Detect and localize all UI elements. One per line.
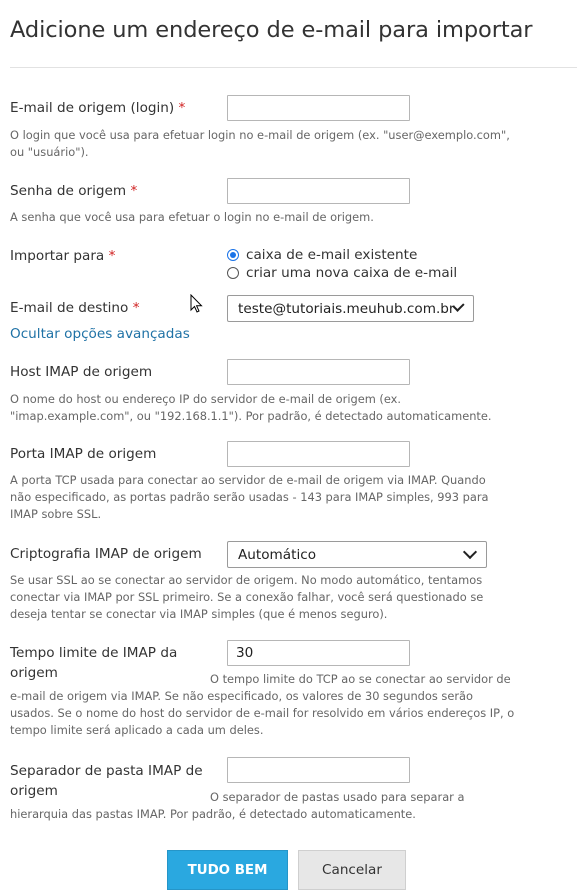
imap-timeout-hint: O tempo limite do TCP ao se conectar ao servidor de e-mail de origem via IMAP. Se não especificado, os valores de 30 segundos serão usados. Se o nome do host do servidor de e-mail for resolvido em vários endereços IP, o tempo limite será aplicado a cada um deles. xyxy=(10,672,515,737)
source-password-label: Senha de origem * xyxy=(10,183,138,199)
dialog-title: Adicione um endereço de e-mail para importar xyxy=(10,17,533,43)
radio-new-mailbox[interactable]: criar uma nova caixa de e-mail xyxy=(227,263,457,283)
radio-unselected-icon xyxy=(227,267,239,279)
mouse-cursor-icon xyxy=(190,294,203,314)
imap-crypto-hint: Se usar SSL ao se conectar ao servidor de origem. No modo automático, tentamos conectar via IMAP por SSL primeiro. Se a conexão falhar, você será questionado se deseja tentar se conectar via IMAP simples (que é menos seguro). xyxy=(10,573,484,621)
imap-host-hint: O nome do host ou endereço IP do servidor de e-mail de origem (ex. "imap.example.com", ou "192.168.1.1"). Por padrão, é detectado automaticamente. xyxy=(10,392,492,423)
destination-label: E-mail de destino * xyxy=(10,300,140,316)
imap-timeout-input[interactable] xyxy=(227,640,410,666)
radio-existing-mailbox[interactable]: caixa de e-mail existente xyxy=(227,245,417,265)
imap-host-input[interactable] xyxy=(227,359,410,385)
imap-timeout-label: Tempo limite de IMAP da origem xyxy=(10,645,178,681)
source-email-hint: O login que você usa para efetuar login no e-mail de origem (ex. "user@exemplo.com", ou "usuário"). xyxy=(10,128,510,159)
ok-button[interactable]: TUDO BEM xyxy=(167,850,288,890)
imap-port-label: Porta IMAP de origem xyxy=(10,446,157,462)
imap-separator-input[interactable] xyxy=(227,757,410,783)
source-email-label: E-mail de origem (login) * xyxy=(10,100,186,116)
imap-port-input[interactable] xyxy=(227,441,410,467)
header-divider xyxy=(10,67,577,68)
destination-select[interactable]: teste@tutoriais.meuhub.com.br xyxy=(227,295,474,322)
import-to-label: Importar para * xyxy=(10,248,116,264)
hide-advanced-options-link[interactable]: Ocultar opções avançadas xyxy=(10,326,190,342)
cancel-button[interactable]: Cancelar xyxy=(298,850,406,890)
imap-port-hint: A porta TCP usada para conectar ao servidor de e-mail de origem via IMAP. Quando não especificado, as portas padrão serão usadas - 143 para IMAP simples, 993 para IMAP sobre SSL. xyxy=(10,473,489,521)
imap-separator-label: Separador de pasta IMAP de origem xyxy=(10,763,203,799)
imap-host-label: Host IMAP de origem xyxy=(10,364,153,380)
chevron-down-icon xyxy=(463,545,477,559)
source-email-input[interactable] xyxy=(227,95,410,121)
radio-selected-icon xyxy=(227,249,239,261)
source-password-input[interactable] xyxy=(227,178,410,204)
imap-crypto-select[interactable]: Automático xyxy=(227,541,487,568)
source-password-hint: A senha que você usa para efetuar o login no e-mail de origem. xyxy=(10,210,374,224)
imap-separator-hint: O separador de pastas usado para separar a hierarquia das pastas IMAP. Por padrão, é detectado automaticamente. xyxy=(10,790,465,821)
imap-crypto-label: Criptografia IMAP de origem xyxy=(10,546,202,562)
